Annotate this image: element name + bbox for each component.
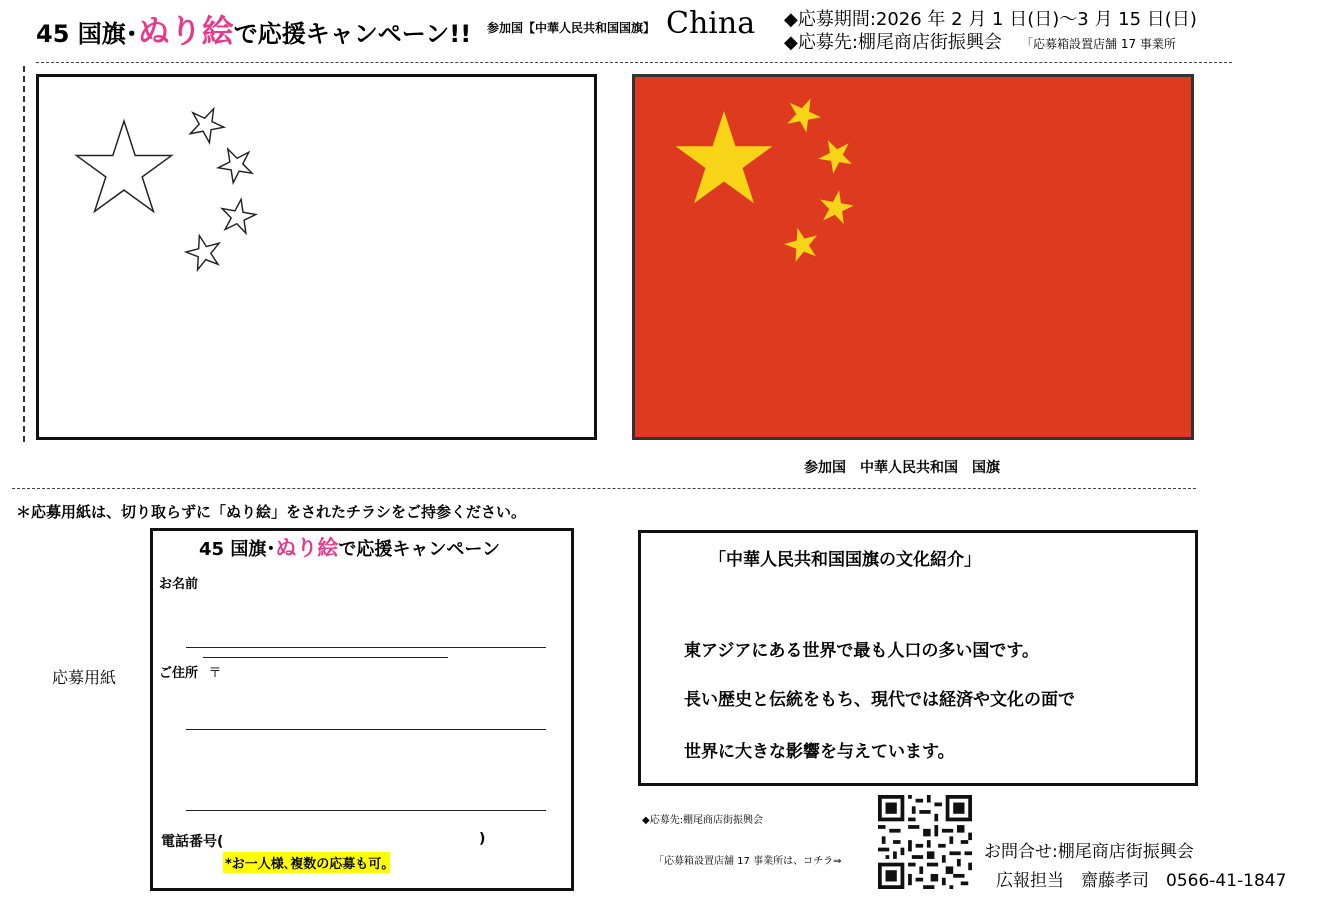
name-field-line-2[interactable]	[203, 657, 448, 658]
form-title-nurie: ぬり絵	[275, 536, 339, 560]
small-star-icon	[814, 131, 861, 178]
entry-destination	[784, 32, 1176, 55]
destination-label: ◆応募先:棚尾商店街振興会	[784, 32, 1002, 53]
flag-caption: 参加国 中華人民共和国 国旗	[804, 460, 1000, 476]
address-field-line-2[interactable]	[186, 810, 546, 811]
flag-stars	[635, 77, 1191, 437]
address-label	[159, 662, 222, 681]
title-rest: で応援キャンペーン!!	[233, 20, 472, 48]
culture-line-2: 長い歴史と伝統をもち、現代では経済や文化の面で	[684, 690, 1075, 710]
multiple-entries-note: *お一人様､複数の応募も可｡	[223, 852, 390, 873]
name-label: お名前	[159, 577, 199, 592]
culture-line-1: 東アジアにある世界で最も人口の多い国です。	[684, 641, 1039, 661]
large-star-icon	[675, 111, 772, 203]
postal-mark: 〒	[208, 666, 222, 681]
culture-line-3: 世界に大きな影響を与えています。	[684, 742, 955, 762]
cut-line-left	[23, 66, 25, 442]
address-field-line-1[interactable]	[186, 729, 546, 730]
small-star-icon	[817, 187, 856, 225]
participant-label: 参加国【中華人民共和国国旗】	[487, 21, 656, 35]
entry-form-label: 応募用紙	[52, 668, 117, 687]
form-title-rest: で応援キャンペーン	[338, 539, 500, 560]
outline-small-star-icon	[183, 231, 225, 271]
phone-close: )	[479, 831, 486, 847]
coloring-flag[interactable]	[36, 74, 597, 440]
culture-box	[638, 530, 1198, 786]
small-star-icon	[781, 91, 826, 135]
destination-note: 「応募箱設置店舗 17 事業所	[1021, 37, 1176, 51]
cut-line-middle	[12, 488, 1196, 489]
country-name-en: China	[666, 6, 756, 41]
title-nurie: ぬり絵	[137, 12, 234, 50]
footer-destination: ◆応募先:棚尾商店街振興会	[642, 815, 764, 826]
page-title	[36, 14, 471, 51]
qr-pointer-text: 「応募箱設置店舗 17 事業所は、コチラ⇒	[654, 856, 842, 867]
outline-small-star-icon	[184, 101, 229, 145]
outline-small-star-icon	[219, 196, 258, 234]
entry-period: ◆応募期間:2026 年 2 月 1 日(日)～3 月 15 日(日)	[784, 9, 1197, 30]
qr-code-icon	[878, 795, 972, 889]
cut-line-top	[36, 62, 1232, 63]
phone-label: 電話番号(	[161, 834, 224, 850]
qr-code[interactable]	[878, 795, 972, 889]
name-field-line[interactable]	[186, 647, 546, 648]
form-title	[199, 535, 500, 563]
address-label-text: ご住所	[159, 666, 199, 681]
reference-flag	[632, 74, 1194, 440]
title-number: 45 国旗･	[36, 20, 138, 48]
outline-stars	[39, 77, 594, 437]
outline-large-star-icon	[76, 121, 171, 211]
contact-staff: 広報担当 齋藤孝司 0566-41-1847	[996, 871, 1287, 891]
small-star-icon	[781, 223, 823, 263]
phone-field[interactable]	[245, 829, 475, 849]
form-title-number: 45 国旗･	[199, 539, 276, 560]
entry-instruction: ＊応募用紙は、切り取らずに「ぬり絵」をされたチラシをご持参ください。	[16, 503, 527, 521]
outline-small-star-icon	[214, 140, 261, 187]
culture-title: 「中華人民共和国国旗の文化紹介」	[709, 550, 981, 570]
entry-form	[150, 528, 574, 891]
contact-info: お問合せ:棚尾商店街振興会	[984, 842, 1194, 862]
